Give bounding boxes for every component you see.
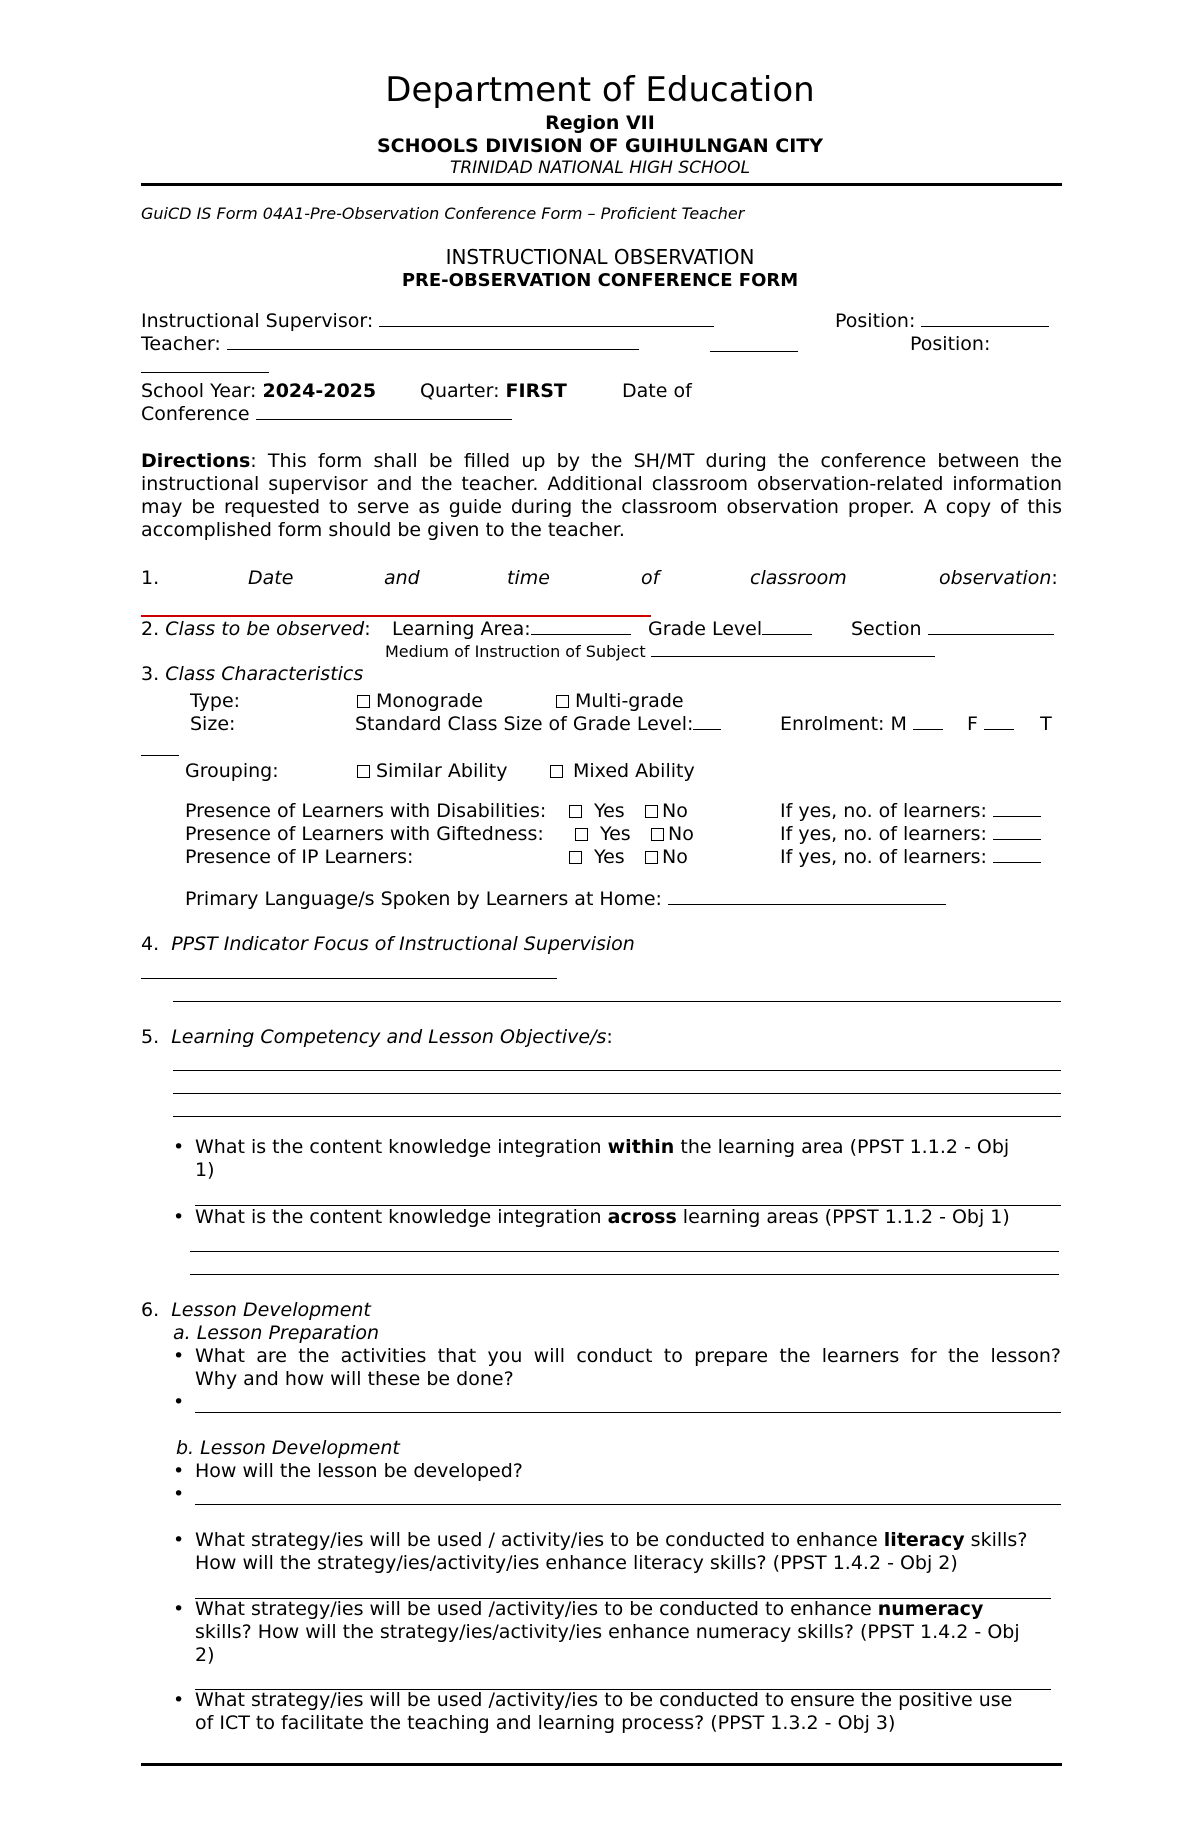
lesson-development-label: b. Lesson Development <box>176 1437 400 1459</box>
preparation-answer-line[interactable] <box>195 1412 1061 1413</box>
bullet-icon: • <box>173 1460 185 1482</box>
form-title-line1: INSTRUCTIONAL OBSERVATION <box>445 245 755 269</box>
presence-disabilities-yes[interactable]: Yes <box>569 800 625 822</box>
ip-count-input[interactable] <box>993 846 1041 863</box>
standard-size-field <box>355 713 721 735</box>
presence-giftedness-yes[interactable]: Yes <box>575 823 631 845</box>
medium-field <box>385 642 935 661</box>
school-label: TRINIDAD NATIONAL HIGH SCHOOL <box>449 158 751 178</box>
monograde-checkbox[interactable] <box>357 695 370 708</box>
presence-giftedness-label: Presence of Learners with Giftedness: <box>185 823 544 845</box>
header-divider <box>141 183 1062 186</box>
standard-size-label: Standard Class Size of Grade Level: <box>355 713 694 735</box>
numeracy-question-cont: skills? How will the strategy/ies/activity/ies enhance numeracy skills? (PPST 1.4.2 - Obj <box>195 1621 1020 1643</box>
ict-question-cont: of ICT to facilitate the teaching and learning process? (PPST 1.3.2 - Obj 3) <box>195 1712 896 1734</box>
supervisor-label: Instructional Supervisor: <box>141 310 374 332</box>
item3-row <box>141 663 363 685</box>
standard-size-input[interactable] <box>693 713 721 730</box>
enrolment-m-input[interactable] <box>913 713 943 730</box>
item1-word-date: Date <box>248 567 294 589</box>
mixed-ability-option[interactable]: Mixed Ability <box>550 760 695 782</box>
enrolment-f-label: F <box>967 713 978 735</box>
school-year-label: School Year: <box>141 380 257 402</box>
disabilities-count-input[interactable] <box>993 800 1041 817</box>
item4-number: 4. <box>141 933 160 955</box>
medium-label: Medium of Instruction of Subject <box>385 642 646 661</box>
primary-language-label: Primary Language/s Spoken by Learners at Home: <box>185 888 662 910</box>
presence-giftedness-count: If yes, no. of learners: <box>780 823 1041 845</box>
primary-language-input[interactable] <box>668 888 946 905</box>
similar-ability-checkbox[interactable] <box>357 765 370 778</box>
form-title-line2: PRE-OBSERVATION CONFERENCE FORM <box>401 270 799 291</box>
lesson-preparation-label: a. Lesson Preparation <box>173 1322 380 1344</box>
ict-question: What strategy/ies will be used /activity/ies to be conducted to ensure the positive use <box>195 1689 1013 1711</box>
directions-text: : This form shall be filled up by the SH/MT during the conference between the instructional supervisor and the teacher. Additional classroom observation-related information may be requested to serve as guide during the classroom observation proper. A copy of this accomplished form should be given to the teacher. <box>141 450 1062 541</box>
section-input[interactable] <box>928 618 1054 635</box>
enrolment-t-label: T <box>1040 713 1052 735</box>
presence-ip-count: If yes, no. of learners: <box>780 846 1041 868</box>
date-label-b: Conference <box>141 403 250 425</box>
grade-level-field <box>648 618 812 640</box>
presence-disabilities-label: Presence of Learners with Disabilities: <box>185 800 547 822</box>
mixed-ability-checkbox[interactable] <box>550 765 563 778</box>
numeracy-question-end: 2) <box>195 1644 215 1666</box>
medium-input[interactable] <box>651 643 935 657</box>
form-code: GuiCD IS Form 04A1-Pre-Observation Conference Form – Proficient Teacher <box>141 204 745 223</box>
disabilities-no-checkbox[interactable] <box>645 805 658 818</box>
enrolment-f-input[interactable] <box>984 713 1014 730</box>
teacher-input[interactable] <box>227 333 639 350</box>
item4-row <box>141 933 635 955</box>
item5-answer-line-1[interactable] <box>173 1070 1061 1071</box>
type-label: Type: <box>190 690 241 712</box>
bullet-icon: • <box>173 1483 185 1505</box>
learning-area-field <box>392 618 631 640</box>
size-label: Size: <box>190 713 236 735</box>
bullet-icon: • <box>173 1598 185 1620</box>
presence-ip-yes[interactable]: Yes <box>569 846 625 868</box>
enrolment-m-label: Enrolment: M <box>780 713 907 735</box>
item5-row: 5. Learning Competency and Lesson Objective/s: <box>141 1026 613 1048</box>
presence-ip-label: Presence of IP Learners: <box>185 846 414 868</box>
grouping-label: Grouping: <box>185 760 279 782</box>
multigrade-checkbox[interactable] <box>556 695 569 708</box>
supervisor-input[interactable] <box>379 310 714 327</box>
numeracy-question: What strategy/ies will be used /activity/ies to be conducted to enhance numeracy <box>195 1598 984 1620</box>
presence-disabilities-count: If yes, no. of learners: <box>780 800 1041 822</box>
development-question: How will the lesson be developed? <box>195 1460 523 1482</box>
item5-question-within-cont: 1) <box>195 1159 215 1181</box>
grade-level-input[interactable] <box>762 618 812 635</box>
position2-input[interactable] <box>141 356 269 373</box>
school-year-row <box>141 380 376 402</box>
position2-label: Position: <box>910 333 991 355</box>
bullet-icon: • <box>173 1529 185 1551</box>
item1-word-and: and <box>384 567 420 589</box>
date-label-a: Date of <box>622 380 692 402</box>
preparation-question-2: Why and how will these be done? <box>195 1368 514 1390</box>
directions-label: Directions <box>141 450 251 472</box>
item2-number: 2. <box>141 618 160 640</box>
directions-paragraph <box>141 450 1062 542</box>
school-year-value: 2024-2025 <box>262 380 377 402</box>
item1-word-classroom: classroom <box>750 567 847 589</box>
presence-ip-no[interactable]: No <box>645 846 688 868</box>
ip-no-checkbox[interactable] <box>645 851 658 864</box>
literacy-question: What strategy/ies will be used / activity/ies to be conducted to enhance literacy skills? <box>195 1529 1028 1551</box>
item6-number: 6. <box>141 1299 160 1321</box>
date-conference-row <box>141 403 512 425</box>
bullet-icon: • <box>173 1391 185 1413</box>
learning-area-label: Learning Area: <box>392 618 531 640</box>
preparation-question-1: What are the activities that you will conduct to prepare the learners for the lesson? <box>195 1345 1061 1367</box>
monograde-option[interactable]: Monograde <box>357 690 483 712</box>
supervisor-row <box>141 310 714 332</box>
item5-question-within: What is the content knowledge integration within the learning area (PPST 1.1.2 - Obj <box>195 1136 1010 1158</box>
footer-divider <box>141 1763 1062 1766</box>
position-row <box>835 310 1049 332</box>
quarter-label: Quarter: <box>420 380 500 402</box>
multigrade-option[interactable]: Multi-grade <box>556 690 684 712</box>
item4-answer-line-2[interactable] <box>173 1001 1061 1002</box>
teacher-label: Teacher: <box>141 333 221 355</box>
item3-label: Class Characteristics <box>165 663 364 685</box>
bullet-icon: • <box>173 1345 185 1367</box>
item5-answer-line-2[interactable] <box>173 1093 1061 1094</box>
item2-row: 2. Class to be observed: <box>141 618 371 640</box>
grade-level-label: Grade Level <box>648 618 763 640</box>
item1-word-time: time <box>507 567 550 589</box>
enrolment-field <box>780 713 1052 735</box>
region-label: Region VII <box>545 112 655 134</box>
presence-disabilities-no[interactable]: No <box>645 800 688 822</box>
item6-row <box>141 1299 371 1321</box>
similar-ability-option[interactable]: Similar Ability <box>357 760 508 782</box>
division-label: SCHOOLS DIVISION OF GUIHULNGAN CITY <box>377 135 823 157</box>
across-answer-line-2[interactable] <box>190 1274 1059 1275</box>
department-title: Department of Education <box>385 70 815 110</box>
item4-answer-line-1[interactable] <box>141 978 557 979</box>
section-field <box>851 618 1054 640</box>
item3-number: 3. <box>141 663 160 685</box>
item4-label: PPST Indicator Focus of Instructional Supervision <box>171 933 635 955</box>
position-label: Position: <box>835 310 916 332</box>
primary-language-field <box>185 888 946 910</box>
position-input[interactable] <box>921 310 1049 327</box>
ip-yes-checkbox[interactable] <box>569 851 582 864</box>
section-label: Section <box>851 618 922 640</box>
item1-number: 1. <box>141 567 160 589</box>
bullet-icon: • <box>173 1136 185 1158</box>
teacher-extra-line[interactable] <box>710 335 798 352</box>
quarter-row <box>420 380 567 402</box>
quarter-value: FIRST <box>505 380 567 402</box>
item1-answer-line[interactable] <box>141 615 651 617</box>
item5-answer-line-3[interactable] <box>173 1116 1061 1117</box>
enrolment-t-input[interactable] <box>141 741 179 756</box>
literacy-question-cont: How will the strategy/ies/activity/ies enhance literacy skills? (PPST 1.4.2 - Obj 2) <box>195 1552 958 1574</box>
giftedness-yes-checkbox[interactable] <box>575 828 588 841</box>
item1-word-observation: observation: <box>939 567 1058 589</box>
across-answer-line-1[interactable] <box>190 1251 1059 1252</box>
item6-label: Lesson Development <box>171 1299 371 1321</box>
giftedness-count-input[interactable] <box>993 823 1041 840</box>
item2-label: Class to be observed <box>165 618 365 640</box>
presence-giftedness-no[interactable]: No <box>651 823 694 845</box>
item5-label: Learning Competency and Lesson Objective/s <box>171 1026 607 1048</box>
giftedness-no-checkbox[interactable] <box>651 828 664 841</box>
item5-number: 5. <box>141 1026 160 1048</box>
teacher-row <box>141 333 639 355</box>
learning-area-input[interactable] <box>531 618 631 635</box>
bullet-icon: • <box>173 1206 185 1228</box>
item1-word-of: of <box>641 567 660 589</box>
development-answer-line[interactable] <box>195 1504 1061 1505</box>
bullet-icon: • <box>173 1689 185 1711</box>
date-conference-input[interactable] <box>256 403 512 420</box>
item5-question-across: What is the content knowledge integration across learning areas (PPST 1.1.2 - Obj 1) <box>195 1206 1010 1228</box>
disabilities-yes-checkbox[interactable] <box>569 805 582 818</box>
